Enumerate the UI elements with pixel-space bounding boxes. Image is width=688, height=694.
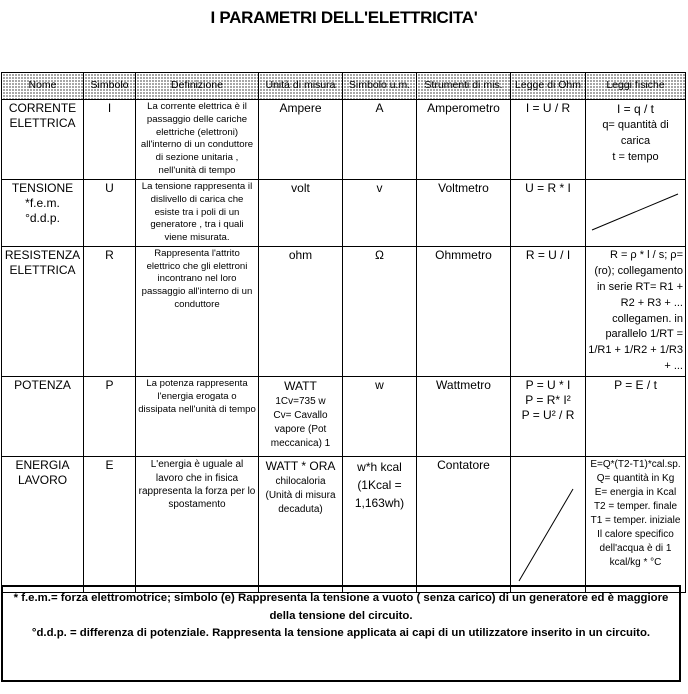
header-simbolo-um: Simbolo u.m. <box>343 73 417 100</box>
footnote-ddp: °d.d.p. = differenza di potenziale. Rappresenta la tensione applicata ai capi di un utilizzatore inserito in un circuito. <box>31 627 651 640</box>
header-strumenti: Strumenti di mis. <box>417 73 511 100</box>
cell-unita: Ampere <box>259 100 343 180</box>
cell-nome: ENERGIA LAVORO <box>2 457 84 593</box>
header-simbolo: Simbolo <box>84 73 136 100</box>
cell-simbolo-um: A <box>343 100 417 180</box>
cell-strumento: Ohmmetro <box>417 246 511 377</box>
header-leggi-fisiche: Leggi fisiche <box>586 73 686 100</box>
cell-fisiche-empty <box>586 180 686 247</box>
cell-ohm-empty <box>511 457 586 593</box>
cell-simbolo-um: v <box>343 180 417 247</box>
header-nome: Nome <box>2 73 84 100</box>
cell-strumento: Contatore <box>417 457 511 593</box>
cell-strumento: Amperometro <box>417 100 511 180</box>
cell-simbolo-um: Ω <box>343 246 417 377</box>
cell-fisiche: E=Q*(T2-T1)*cal.sp. Q= quantità in Kg E= energia in Kcal T2 = temper. finale T1 = temper. iniziale Il calore specifico dell'acqua è di 1 kcal/kg * °C <box>586 457 686 593</box>
table-row <box>2 100 686 180</box>
cell-definizione: La potenza rappresenta l'energia erogata o dissipata nell'unità di tempo <box>136 377 259 457</box>
cell-fisiche: P = E / t <box>586 377 686 457</box>
cell-simbolo: I <box>84 100 136 180</box>
footnote-box <box>1 585 681 682</box>
page-title: I PARAMETRI DELL'ELETTRICITA' <box>210 8 478 27</box>
cell-fisiche: R = ρ * l / s; ρ= (ro); collegamento in serie RT= R1 + R2 + R3 + ... collegamen. in parallelo 1/RT = 1/R1 + 1/R2 + 1/R3 + ... <box>586 246 686 377</box>
cell-simbolo-um: w*h kcal (1Kcal = 1,163wh) <box>343 457 417 593</box>
cell-definizione: La corrente elettrica è il passaggio delle cariche elettriche (elettroni) all'interno di un conduttore di sezione unitaria , nell'unità di tempo <box>136 100 259 180</box>
table-row <box>2 377 686 457</box>
cell-ohm: U = R * I <box>511 180 586 247</box>
header-unita: Unità di misura <box>259 73 343 100</box>
table-row <box>2 246 686 377</box>
header-row <box>2 73 686 100</box>
cell-nome: POTENZA <box>2 377 84 457</box>
cell-ohm: I = U / R <box>511 100 586 180</box>
cell-strumento: Voltmetro <box>417 180 511 247</box>
cell-simbolo: R <box>84 246 136 377</box>
diagonal-strike-line <box>586 188 686 238</box>
cell-simbolo: P <box>84 377 136 457</box>
cell-nome: RESISTENZA ELETTRICA <box>2 246 84 377</box>
table-row <box>2 457 686 593</box>
cell-definizione: Rappresenta l'attrito elettrico che gli elettroni incontrano nel loro passaggio all'interno di un conduttore <box>136 246 259 377</box>
cell-definizione: L'energia è uguale al lavoro che in fisica rappresenta la forza per lo spostamento <box>136 457 259 593</box>
cell-strumento: Wattmetro <box>417 377 511 457</box>
cell-nome: TENSIONE *f.e.m. °d.d.p. <box>2 180 84 247</box>
cell-nome: CORRENTE ELETTRICA <box>2 100 84 180</box>
cell-simbolo-um: w <box>343 377 417 457</box>
cell-unita: ohm <box>259 246 343 377</box>
cell-ohm: P = U * I P = R* I² P = U² / R <box>511 377 586 457</box>
header-legge-ohm: Legge di Ohm <box>511 73 586 100</box>
cell-fisiche: I = q / t q= quantità di carica t = tempo <box>586 100 686 180</box>
diagonal-strike-line <box>511 459 586 591</box>
cell-simbolo: U <box>84 180 136 247</box>
cell-unita: WATT 1Cv=735 w Cv= Cavallo vapore (Pot meccanica) 1 <box>259 377 343 457</box>
header-definizione: Definizione <box>136 73 259 100</box>
cell-unita: volt <box>259 180 343 247</box>
cell-definizione: La tensione rappresenta il dislivello di carica che esiste tra i poli di un generatore , tra i quali viene misurata. <box>136 180 259 247</box>
cell-simbolo: E <box>84 457 136 593</box>
table-row <box>2 180 686 247</box>
cell-unita: WATT * ORA chilocaloria (Unità di misura decaduta) <box>259 457 343 593</box>
parameters-table <box>1 72 686 593</box>
footnote-fem: * f.e.m.= forza elettromotrice; simbolo (e) Rappresenta la tensione a vuoto ( senza carico) di un generatore ed è maggiore della tensione del circuito. <box>13 592 669 622</box>
cell-ohm: R = U / I <box>511 246 586 377</box>
